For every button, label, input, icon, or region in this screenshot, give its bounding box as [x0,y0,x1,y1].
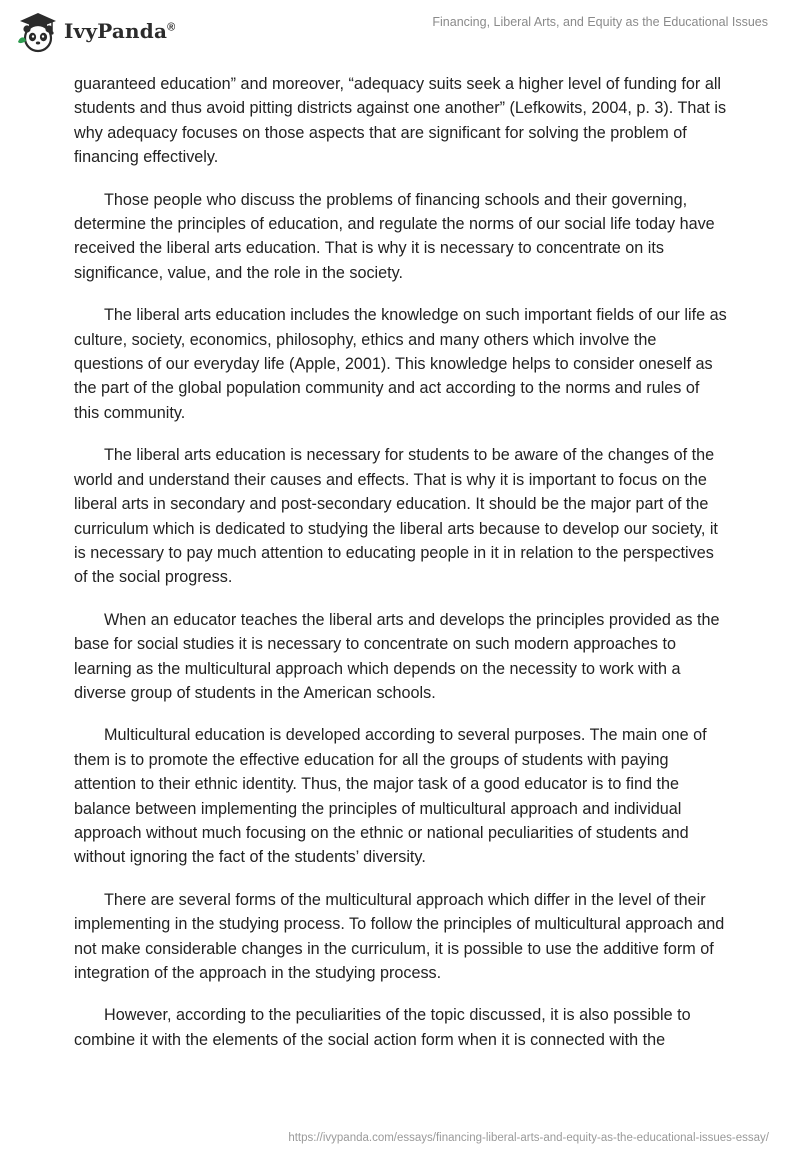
paragraph: The liberal arts education includes the knowledge on such important fields of our life as culture, society, economics, philosophy, ethics and many others which involve the questions of our everyday life (Apple, 2001). This knowledge helps to consider oneself as the part of the global population community and act according to the norms and rules of this community. [74,306,727,422]
paragraph: However, according to the peculiarities of the topic discussed, it is also possible to combine it with the elements of the social action form when it is connected with the [74,1006,691,1049]
source-url[interactable]: https://ivypanda.com/essays/financing-liberal-arts-and-equity-as-the-educational-issues-essay/ [288,1132,769,1144]
paragraph: guaranteed education” and moreover, “adequacy suits seek a higher level of funding for all students and thus avoid pitting districts against one another” (Lefkowits, 2004, p. 3). That is why adequacy focuses on those aspects that are significant for solving the problem of financing effectively. [74,75,727,167]
page-header [0,0,800,70]
paragraph: The liberal arts education is necessary for students to be aware of the changes of the world and understand their causes and effects. That is why it is important to focus on the liberal arts in secondary and post-secondary education. It should be the major part of the curriculum which is dedicated to studying the liberal arts because to develop our society, it is necessary to pay much attention to educating people in it in relation to the perspectives of the social progress. [74,446,718,587]
ivypanda-logo[interactable] [14,8,175,54]
registered-mark: ® [167,21,176,34]
essay-body [74,72,728,1070]
panda-graduation-cap-icon [14,8,60,54]
paragraph: Multicultural education is developed according to several purposes. The main one of them is to promote the effective education for all the groups of students with paying attention to their ethnic identity. Thus, the major task of a good educator is to find the balance between implementing the principles of multicultural approach and individual approach without much focusing on the ethnic or national peculiarities of students and without ignoring the fact of the students’ diversity. [74,726,707,867]
paragraph: When an educator teaches the liberal arts and develops the principles provided as the base for social studies it is necessary to concentrate on such modern approaches to learning as the multicultural approach which depends on the necessity to work with a diverse group of students in the American schools. [74,610,720,702]
running-title: Financing, Liberal Arts, and Equity as the Educational Issues [432,15,768,29]
paragraph: Those people who discuss the problems of financing schools and their governing, determine the principles of education, and regulate the norms of our social life today have received the liberal arts education. That is why it is necessary to concentrate on its significance, value, and the role in the society. [74,190,715,282]
paragraph: There are several forms of the multicultural approach which differ in the level of their implementing in the studying process. To follow the principles of multicultural approach and not make considerable changes in the curriculum, it is possible to use the additive form of integration of the approach in the studying process. [74,890,725,982]
brand-name: IvyPanda® [64,19,176,43]
